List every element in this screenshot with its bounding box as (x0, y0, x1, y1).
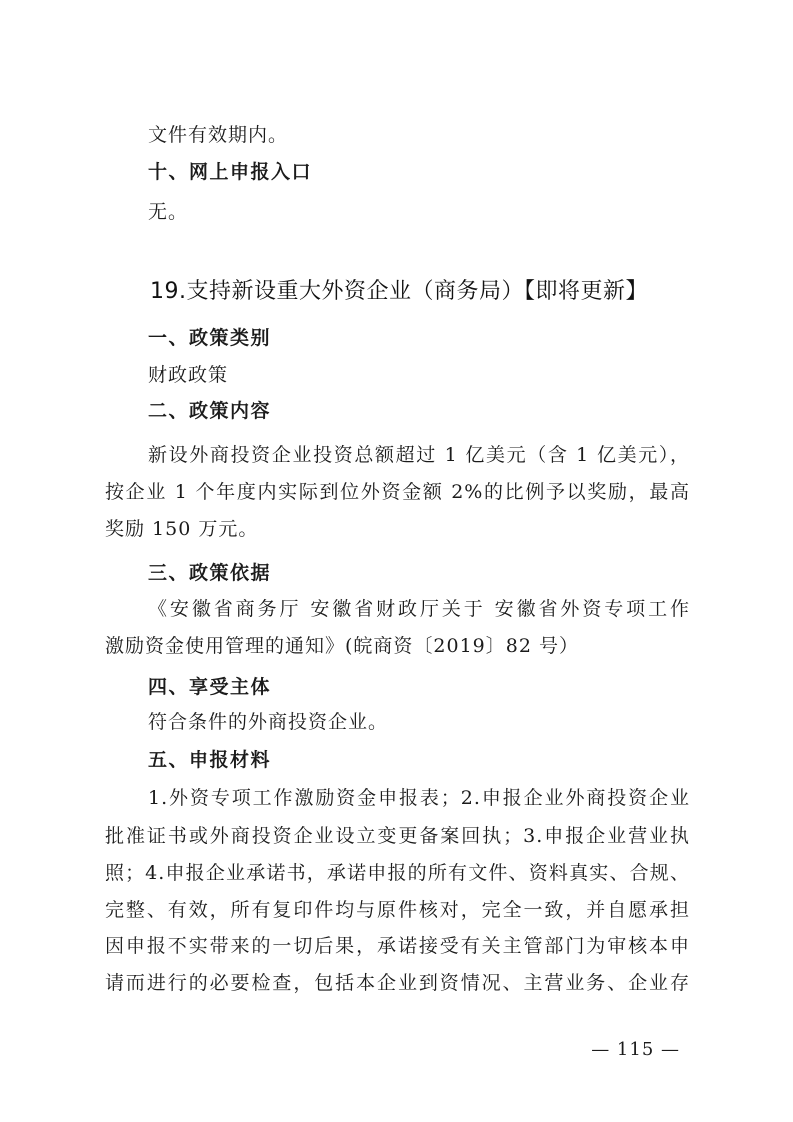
paragraph-line: 激励资金使用管理的通知》(皖商资〔2019〕82 号） (105, 635, 579, 657)
section-heading-subject: 四、享受主体 (148, 676, 272, 698)
section-body-category: 财政政策 (148, 364, 229, 386)
paragraph-line: 请而进行的必要检查，包括本企业到资情况、主营业务、企业存 (105, 972, 690, 994)
page-number: — 115 — (591, 1039, 680, 1060)
section-heading-category: 一、政策类别 (148, 327, 272, 349)
section-heading-materials: 五、申报材料 (148, 749, 272, 771)
paragraph-line: 批准证书或外商投资企业设立变更备案回执；3.申报企业营业执 (105, 825, 690, 847)
paragraph-line: 照；4.申报企业承诺书，承诺申报的所有文件、资料真实、合规、 (105, 862, 690, 884)
section-body-online-entry: 无。 (148, 201, 189, 223)
section-heading-basis: 三、政策依据 (148, 562, 272, 584)
paragraph-line: 新设外商投资企业投资总额超过 1 亿美元（含 1 亿美元）， (148, 444, 690, 466)
paragraph-line: 奖励 150 万元。 (105, 518, 259, 540)
section-heading-content: 二、政策内容 (148, 400, 272, 422)
section-heading-online-entry: 十、网上申报入口 (148, 161, 313, 183)
paragraph-line: 1.外资专项工作激励资金申报表；2.申报企业外商投资企业 (148, 787, 690, 809)
section-body-subject: 符合条件的外商投资企业。 (148, 711, 389, 733)
paragraph-line: 按企业 1 个年度内实际到位外资金额 2%的比例予以奖励，最高 (105, 481, 690, 503)
policy-title: 19.支持新设重大外资企业（商务局）【即将更新】 (150, 279, 648, 304)
paragraph-line: 完整、有效，所有复印件均与原件核对，完全一致，并自愿承担 (105, 899, 690, 921)
paragraph-line: 《安徽省商务厅 安徽省财政厅关于 安徽省外资专项工作 (148, 598, 690, 620)
paragraph-line: 因申报不实带来的一切后果，承诺接受有关主管部门为审核本申 (105, 935, 690, 957)
continuation-text: 文件有效期内。 (148, 124, 289, 146)
